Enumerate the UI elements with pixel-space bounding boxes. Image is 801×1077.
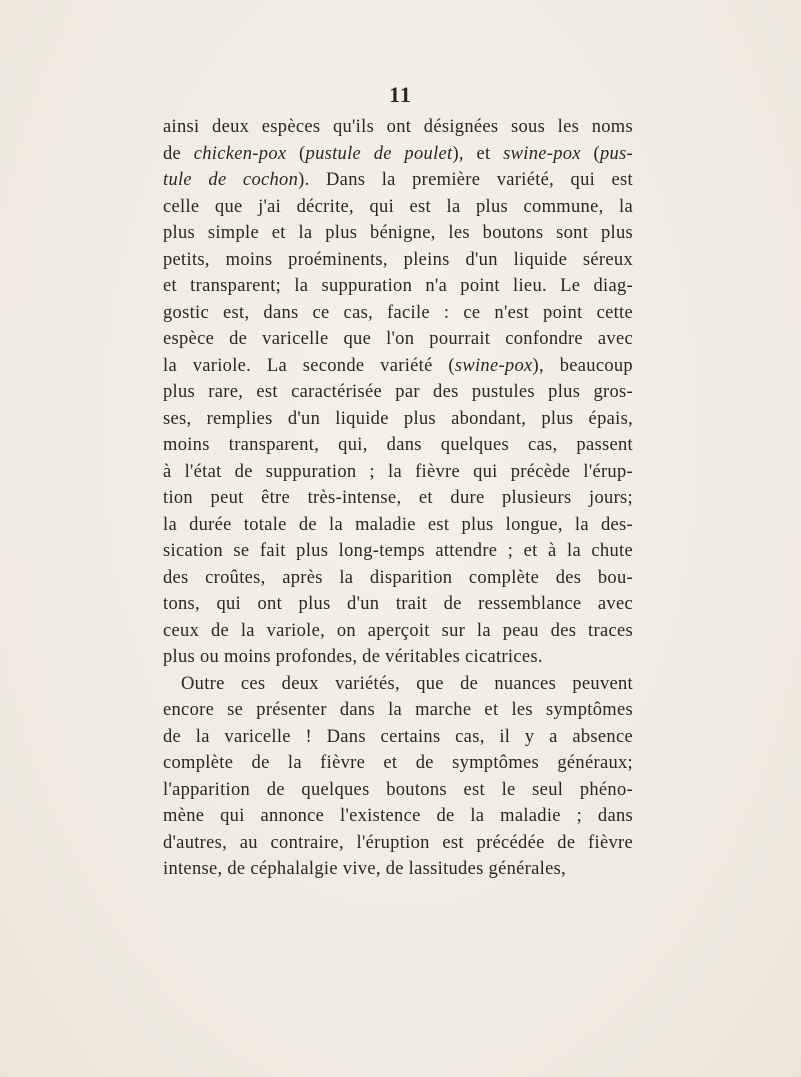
text-line — [163, 406, 633, 433]
text-segment: sication se fait plus long-temps attendre ; et à la chute — [163, 541, 633, 561]
text-line — [163, 485, 633, 512]
text-line — [163, 750, 633, 777]
text-line — [163, 194, 633, 221]
text-segment: ( — [580, 143, 600, 164]
text-line — [163, 803, 633, 830]
text-segment: complète de la fièvre et de symptômes généraux; — [163, 753, 633, 773]
text-segment: petits, moins proéminents, pleins d'un liquide séreux — [163, 249, 633, 270]
text-line — [163, 459, 633, 486]
text-segment: Outre ces deux variétés, que de nuances peuvent — [181, 673, 633, 694]
text-line — [163, 830, 633, 857]
text-line — [163, 273, 633, 300]
text-line — [163, 512, 633, 539]
text-segment: moins transparent, qui, dans quelques cas, passent — [163, 435, 633, 455]
text-segment: l'apparition de quelques boutons est le seul phéno- — [163, 779, 633, 800]
text-segment: ceux de la variole, on aperçoit sur la peau des traces — [163, 620, 633, 641]
text-segment: tion peut être très-intense, et dure plusieurs jours; — [163, 488, 633, 508]
text-line — [163, 777, 633, 804]
text-line — [163, 326, 633, 353]
text-line — [163, 565, 633, 592]
text-segment: ). Dans la première variété, qui est — [298, 170, 633, 190]
text-line — [163, 856, 633, 883]
italic-term: pustule de poulet — [305, 143, 453, 164]
text-segment: celle que j'ai décrite, qui est la plus commune, la — [163, 196, 633, 217]
text-line — [163, 538, 633, 565]
text-segment: espèce de varicelle que l'on pourrait confondre avec — [163, 329, 633, 349]
text-segment: ), beaucoup — [532, 355, 633, 376]
text-line — [163, 167, 633, 194]
text-segment: d'autres, au contraire, l'éruption est précédée de fièvre — [163, 832, 633, 853]
text-segment: tons, qui ont plus d'un trait de ressemblance avec — [163, 594, 633, 614]
text-line — [163, 432, 633, 459]
text-segment: ainsi deux espèces qu'ils ont désignées sous les noms — [163, 117, 633, 137]
text-segment: gostic est, dans ce cas, facile : ce n'est point cette — [163, 302, 633, 323]
page-number: 11 — [389, 82, 412, 107]
text-line — [163, 644, 633, 671]
text-segment: ( — [286, 143, 306, 164]
italic-term: pus- — [599, 143, 633, 164]
text-segment: ), et — [452, 143, 504, 164]
italic-term: tule de cochon — [163, 170, 299, 190]
text-line — [163, 724, 633, 751]
text-line — [163, 353, 633, 380]
text-segment: ses, remplies d'un liquide plus abondant, plus épais, — [163, 408, 633, 429]
text-line — [163, 697, 633, 724]
text-line — [163, 300, 633, 327]
text-line — [163, 618, 633, 645]
text-segment: la durée totale de la maladie est plus longue, la des- — [163, 514, 633, 535]
italic-term: swine-pox — [503, 143, 581, 164]
text-segment: de — [163, 143, 194, 164]
text-line — [163, 671, 633, 698]
text-segment: la variole. La seconde variété ( — [163, 355, 455, 376]
text-line — [163, 591, 633, 618]
italic-term: chicken-pox — [193, 143, 287, 164]
text-segment: mène qui annonce l'existence de la maladie ; dans — [163, 806, 633, 826]
text-segment: plus simple et la plus bénigne, les boutons sont plus — [163, 223, 633, 243]
text-line — [163, 379, 633, 406]
body-text — [163, 114, 633, 883]
text-segment: et transparent; la suppuration n'a point lieu. Le diag- — [163, 276, 633, 296]
text-segment: plus rare, est caractérisée par des pustules plus gros- — [163, 382, 633, 402]
text-line — [163, 247, 633, 274]
text-segment: encore se présenter dans la marche et les symptômes — [163, 700, 633, 720]
text-line — [163, 114, 633, 141]
text-segment: à l'état de suppuration ; la fièvre qui précède l'érup- — [163, 461, 633, 482]
text-segment: plus ou moins profondes, de véritables cicatrices. — [163, 647, 543, 667]
italic-term: swine-pox — [454, 355, 533, 376]
text-segment: intense, de céphalalgie vive, de lassitudes générales, — [163, 859, 567, 879]
text-segment: de la varicelle ! Dans certains cas, il y a absence — [163, 726, 633, 747]
text-line — [163, 220, 633, 247]
text-segment: des croûtes, après la disparition complète des bou- — [163, 567, 633, 588]
text-line — [163, 141, 633, 168]
